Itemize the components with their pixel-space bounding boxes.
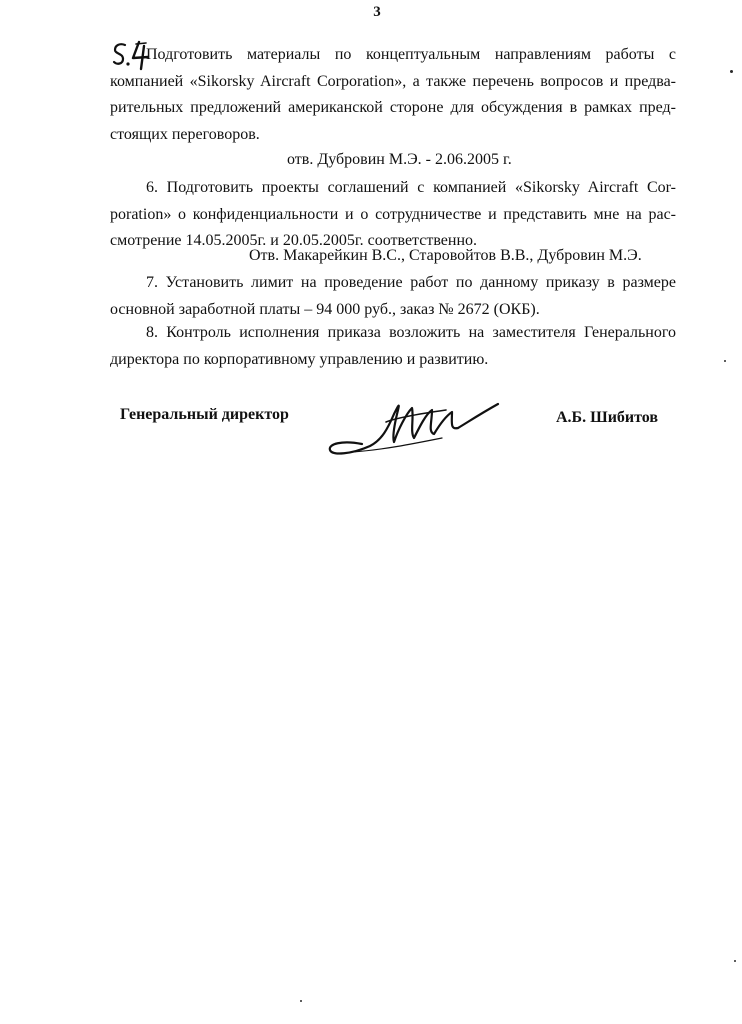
scan-speck xyxy=(734,960,736,962)
paragraph-line: директора по корпоративному управлению и развитию. xyxy=(110,350,489,368)
paragraph-line: стоящих переговоров. xyxy=(110,125,260,143)
scan-speck xyxy=(730,70,733,73)
signatory-name: А.Б. Шибитов xyxy=(556,409,659,426)
page-number: 3 xyxy=(373,4,381,20)
paragraph-7 xyxy=(110,270,676,323)
paragraph-5-4 xyxy=(110,42,676,148)
scan-speck xyxy=(724,360,726,362)
paragraph-line: основной заработной платы – 94 000 руб., заказ № 2672 (ОКБ). xyxy=(110,300,540,318)
paragraph-line: компанией «Sikorsky Aircraft Corporation», а также перечень вопросов и предва- xyxy=(110,72,676,90)
paragraph-8 xyxy=(110,320,676,373)
paragraph-line: 6. Подготовить проекты соглашений с компанией «Sikorsky Aircraft Cor- xyxy=(146,179,676,196)
paragraph-line: рительных предложений американской стороне для обсуждения в рамках пред- xyxy=(110,99,676,116)
responsible-line-6: Отв. Макарейкин В.С., Старовойтов В.В., Дубровин М.Э. xyxy=(249,247,642,264)
paragraph-line: смотрение 14.05.2005г. и 20.05.2005г. соответственно. xyxy=(110,232,478,249)
paragraph-line: 8. Контроль исполнения приказа возложить на заместителя Генерального xyxy=(146,324,676,341)
paragraph-line: poration» о конфиденциальности и о сотрудничестве и представить мне на рас- xyxy=(110,205,676,223)
scan-speck xyxy=(300,1000,302,1002)
signatory-title: Генеральный директор xyxy=(120,406,289,423)
responsible-line-5-4: отв. Дубровин М.Э. - 2.06.2005 г. xyxy=(287,151,512,168)
paragraph-line: 7. Установить лимит на проведение работ по данному приказу в размере xyxy=(146,274,676,291)
paragraph-6 xyxy=(110,175,676,255)
handwritten-signature xyxy=(322,392,502,458)
paragraph-line: Подготовить материалы по концептуальным направлениям работы с xyxy=(146,46,676,63)
